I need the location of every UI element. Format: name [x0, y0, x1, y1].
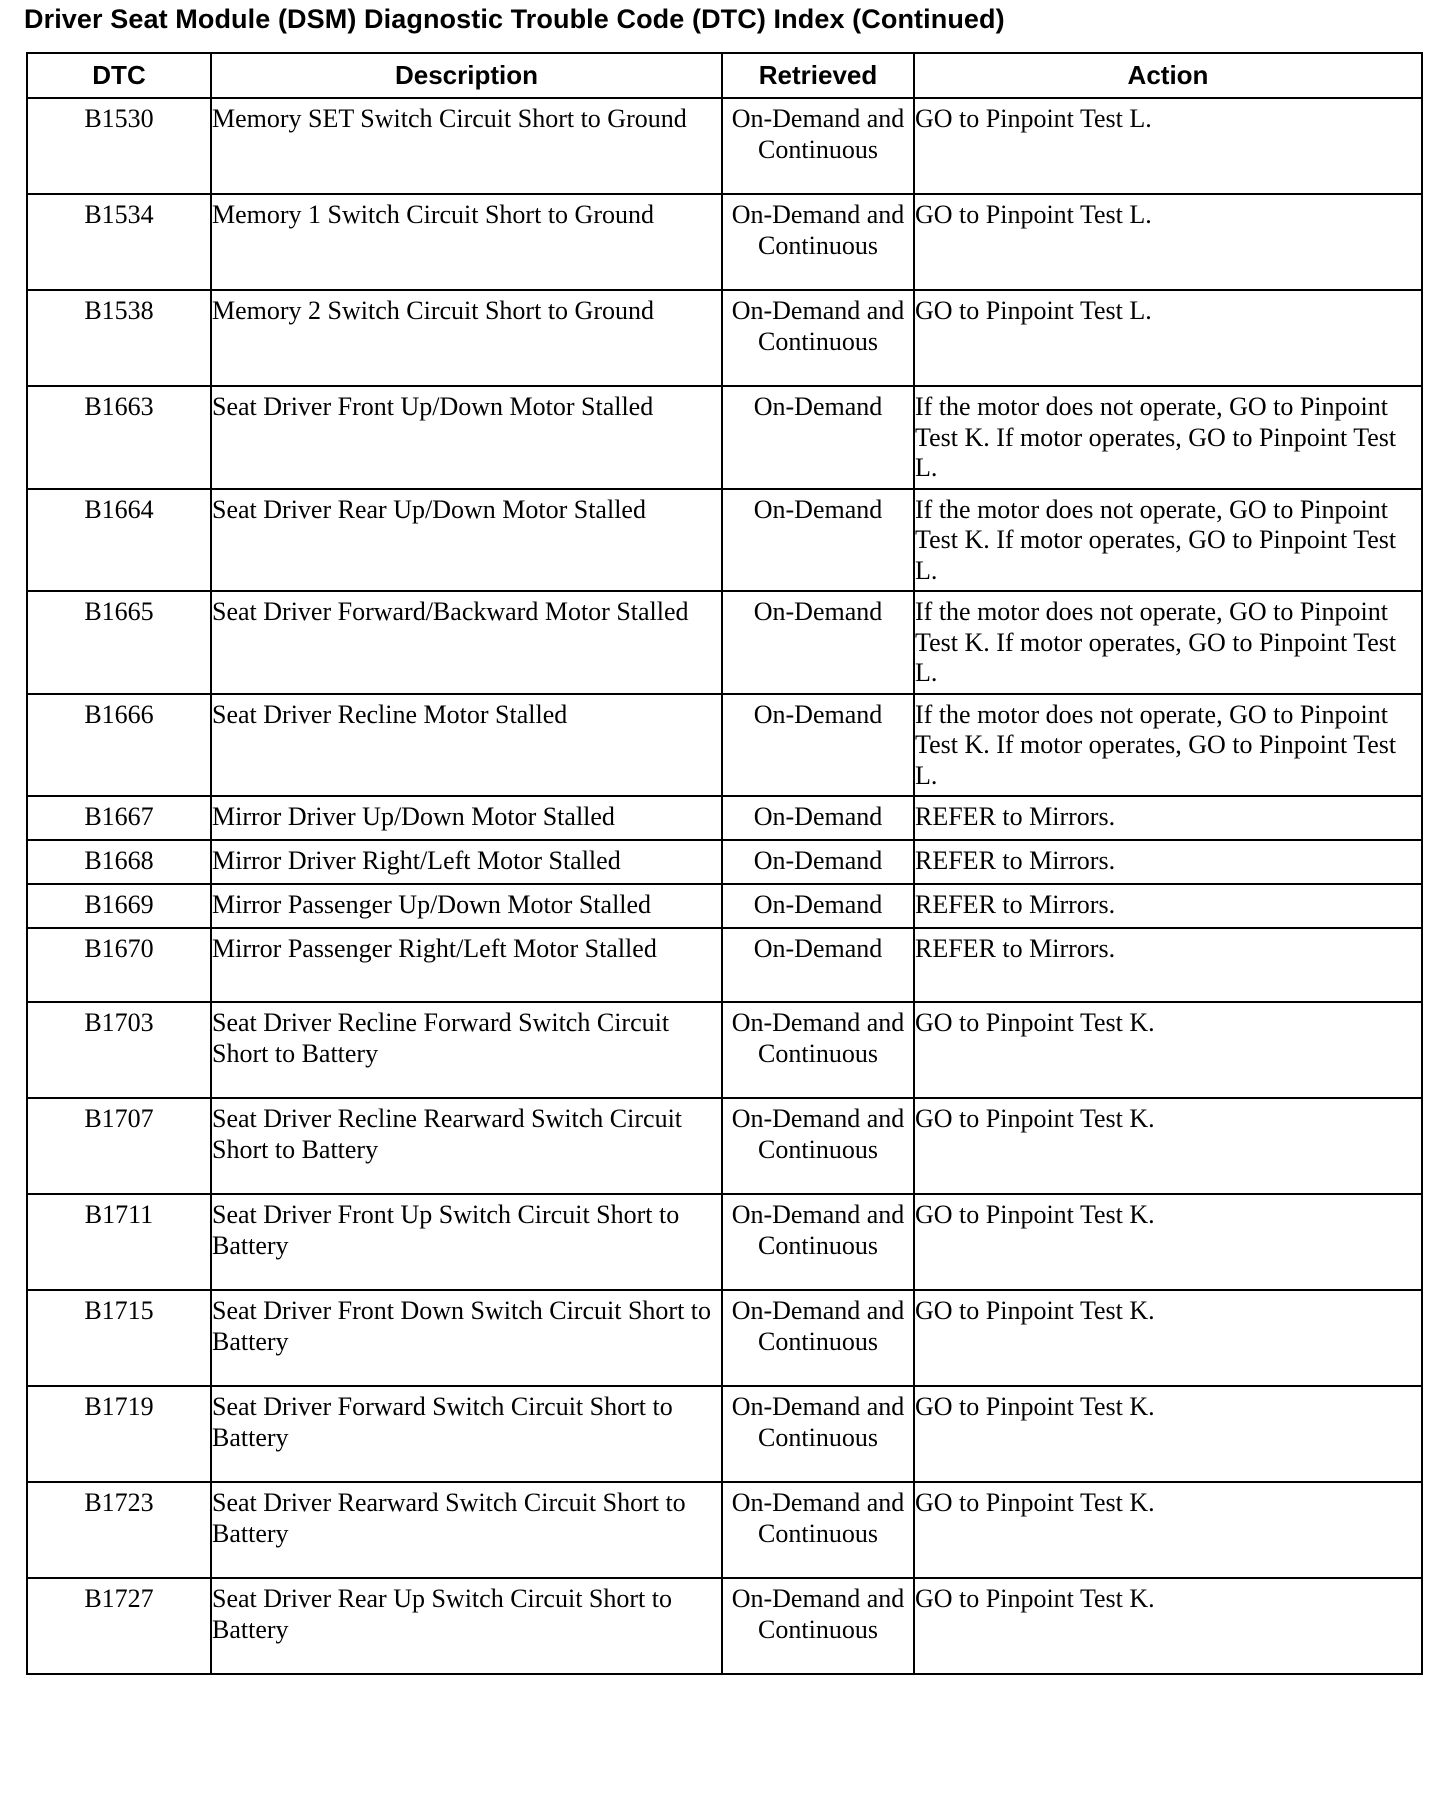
retrieved-mode: On-Demand [722, 591, 914, 694]
table-row [27, 591, 1422, 694]
dtc-action: GO to Pinpoint Test K. [914, 1386, 1422, 1482]
dtc-code: B1667 [27, 796, 211, 840]
table-row [27, 1386, 1422, 1482]
dtc-code: B1669 [27, 884, 211, 928]
dtc-description: Seat Driver Front Up/Down Motor Stalled [211, 386, 722, 489]
dtc-description: Mirror Passenger Up/Down Motor Stalled [211, 884, 722, 928]
retrieved-mode: On-Demand and Continuous [722, 1482, 914, 1578]
dtc-code: B1664 [27, 489, 211, 592]
dtc-action: If the motor does not operate, GO to Pinpoint Test K. If motor operates, GO to Pinpoint Test L. [914, 386, 1422, 489]
table-row [27, 928, 1422, 1002]
dtc-description: Seat Driver Recline Forward Switch Circuit Short to Battery [211, 1002, 722, 1098]
dtc-action: REFER to Mirrors. [914, 796, 1422, 840]
dtc-action: REFER to Mirrors. [914, 840, 1422, 884]
dtc-index-table [26, 52, 1423, 1675]
table-row [27, 1002, 1422, 1098]
page-title: Driver Seat Module (DSM) Diagnostic Trouble Code (DTC) Index (Continued) [24, 4, 1005, 34]
retrieved-mode: On-Demand [722, 796, 914, 840]
dtc-description: Seat Driver Recline Motor Stalled [211, 694, 722, 797]
retrieved-mode: On-Demand and Continuous [722, 1386, 914, 1482]
dtc-description: Mirror Driver Right/Left Motor Stalled [211, 840, 722, 884]
retrieved-mode: On-Demand [722, 489, 914, 592]
dtc-action: GO to Pinpoint Test L. [914, 194, 1422, 290]
retrieved-mode: On-Demand and Continuous [722, 1098, 914, 1194]
dtc-description: Seat Driver Rear Up/Down Motor Stalled [211, 489, 722, 592]
dtc-description: Seat Driver Forward/Backward Motor Stalled [211, 591, 722, 694]
header-dtc: DTC [27, 53, 211, 98]
table-row [27, 694, 1422, 797]
retrieved-mode: On-Demand and Continuous [722, 290, 914, 386]
dtc-code: B1703 [27, 1002, 211, 1098]
dtc-action: GO to Pinpoint Test K. [914, 1482, 1422, 1578]
table-row [27, 1194, 1422, 1290]
dtc-description: Seat Driver Rearward Switch Circuit Short to Battery [211, 1482, 722, 1578]
table-row [27, 884, 1422, 928]
dtc-action: GO to Pinpoint Test K. [914, 1098, 1422, 1194]
dtc-action: REFER to Mirrors. [914, 928, 1422, 1002]
dtc-code: B1663 [27, 386, 211, 489]
dtc-description: Memory SET Switch Circuit Short to Ground [211, 98, 722, 194]
dtc-code: B1727 [27, 1578, 211, 1674]
table-row [27, 1578, 1422, 1674]
dtc-code: B1530 [27, 98, 211, 194]
retrieved-mode: On-Demand [722, 386, 914, 489]
dtc-action: GO to Pinpoint Test L. [914, 290, 1422, 386]
dtc-action: GO to Pinpoint Test L. [914, 98, 1422, 194]
table-header-row [27, 53, 1422, 98]
table-row [27, 194, 1422, 290]
dtc-action: If the motor does not operate, GO to Pinpoint Test K. If motor operates, GO to Pinpoint Test L. [914, 489, 1422, 592]
dtc-description: Mirror Passenger Right/Left Motor Stalled [211, 928, 722, 1002]
dtc-action: GO to Pinpoint Test K. [914, 1578, 1422, 1674]
dtc-code: B1665 [27, 591, 211, 694]
retrieved-mode: On-Demand and Continuous [722, 98, 914, 194]
dtc-code: B1715 [27, 1290, 211, 1386]
dtc-description: Seat Driver Forward Switch Circuit Short to Battery [211, 1386, 722, 1482]
retrieved-mode: On-Demand and Continuous [722, 1290, 914, 1386]
table-row [27, 1098, 1422, 1194]
dtc-code: B1666 [27, 694, 211, 797]
dtc-code: B1668 [27, 840, 211, 884]
dtc-description: Mirror Driver Up/Down Motor Stalled [211, 796, 722, 840]
header-retrieved: Retrieved [722, 53, 914, 98]
dtc-description: Seat Driver Rear Up Switch Circuit Short to Battery [211, 1578, 722, 1674]
dtc-code: B1534 [27, 194, 211, 290]
table-row [27, 1482, 1422, 1578]
dtc-action: GO to Pinpoint Test K. [914, 1002, 1422, 1098]
dtc-action: If the motor does not operate, GO to Pinpoint Test K. If motor operates, GO to Pinpoint Test L. [914, 591, 1422, 694]
dtc-code: B1707 [27, 1098, 211, 1194]
dtc-description: Seat Driver Front Down Switch Circuit Short to Battery [211, 1290, 722, 1386]
dtc-code: B1670 [27, 928, 211, 1002]
dtc-code: B1538 [27, 290, 211, 386]
retrieved-mode: On-Demand [722, 884, 914, 928]
dtc-code: B1711 [27, 1194, 211, 1290]
retrieved-mode: On-Demand and Continuous [722, 1002, 914, 1098]
dtc-action: REFER to Mirrors. [914, 884, 1422, 928]
dtc-description: Memory 1 Switch Circuit Short to Ground [211, 194, 722, 290]
dtc-description: Memory 2 Switch Circuit Short to Ground [211, 290, 722, 386]
retrieved-mode: On-Demand and Continuous [722, 1578, 914, 1674]
table-row [27, 796, 1422, 840]
retrieved-mode: On-Demand and Continuous [722, 1194, 914, 1290]
retrieved-mode: On-Demand [722, 928, 914, 1002]
dtc-action: GO to Pinpoint Test K. [914, 1194, 1422, 1290]
dtc-code: B1719 [27, 1386, 211, 1482]
table-row [27, 840, 1422, 884]
dtc-action: If the motor does not operate, GO to Pinpoint Test K. If motor operates, GO to Pinpoint Test L. [914, 694, 1422, 797]
table-row [27, 98, 1422, 194]
header-action: Action [914, 53, 1422, 98]
header-description: Description [211, 53, 722, 98]
retrieved-mode: On-Demand [722, 840, 914, 884]
table-row [27, 290, 1422, 386]
retrieved-mode: On-Demand [722, 694, 914, 797]
table-row [27, 489, 1422, 592]
dtc-code: B1723 [27, 1482, 211, 1578]
dtc-description: Seat Driver Front Up Switch Circuit Short to Battery [211, 1194, 722, 1290]
dtc-description: Seat Driver Recline Rearward Switch Circuit Short to Battery [211, 1098, 722, 1194]
table-row [27, 386, 1422, 489]
dtc-action: GO to Pinpoint Test K. [914, 1290, 1422, 1386]
table-row [27, 1290, 1422, 1386]
retrieved-mode: On-Demand and Continuous [722, 194, 914, 290]
